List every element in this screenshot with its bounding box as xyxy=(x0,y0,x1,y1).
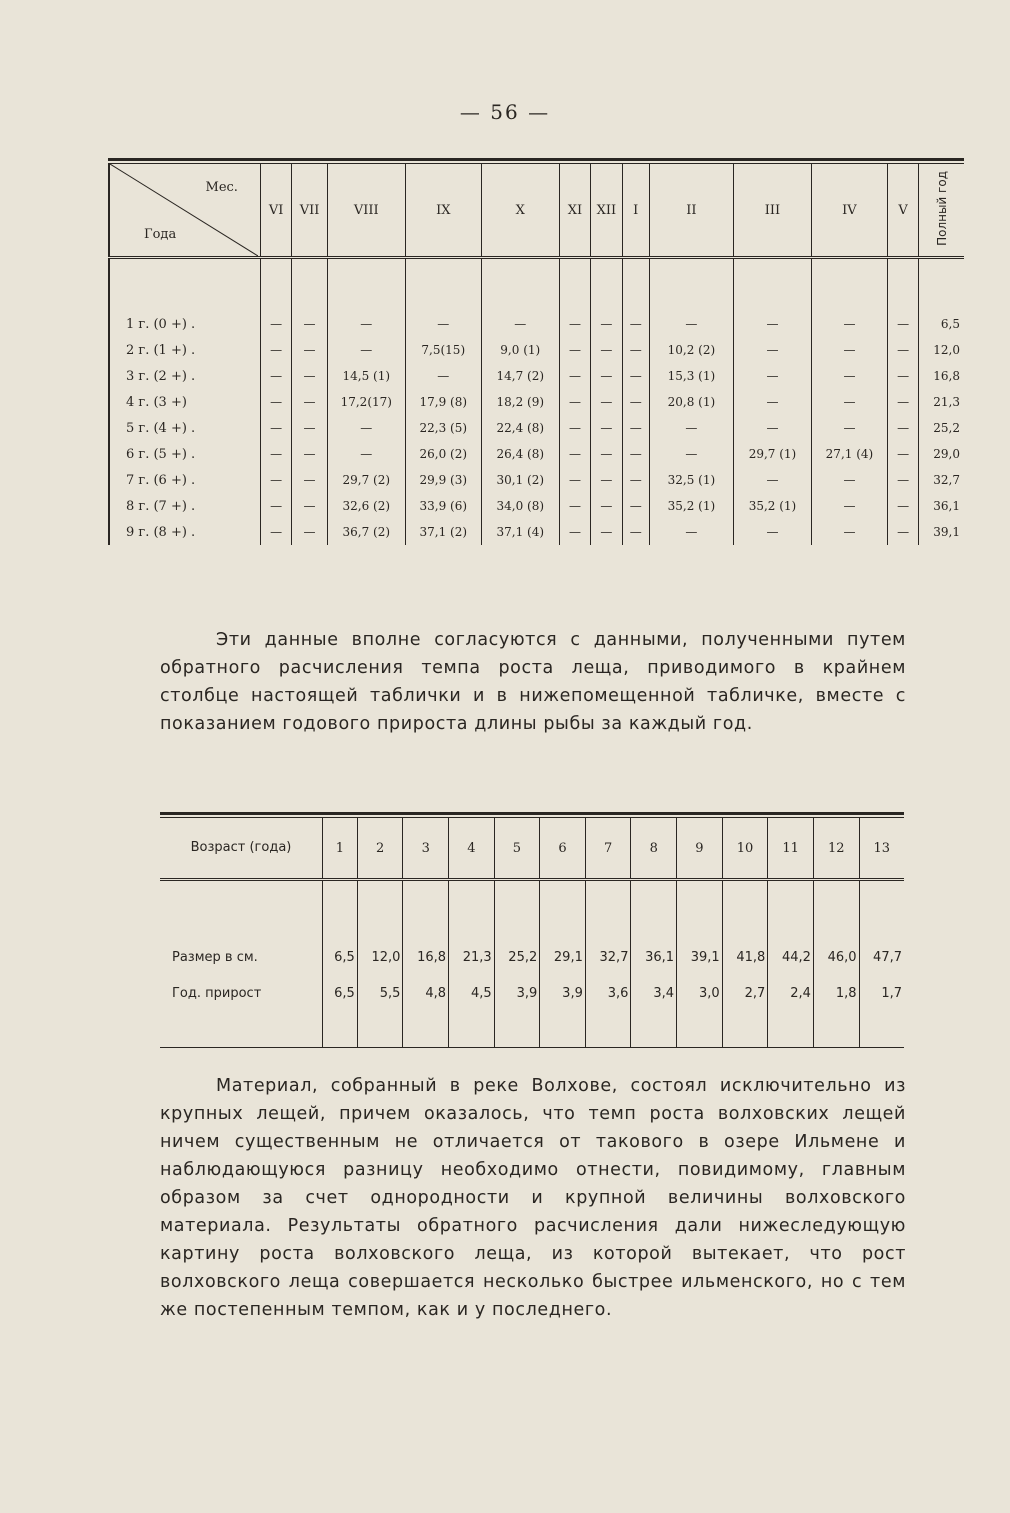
cell: — xyxy=(811,493,887,519)
cell: 36,7 (2) xyxy=(327,519,405,545)
cell: — xyxy=(649,415,733,441)
table-row xyxy=(109,519,964,545)
month-header-iii: III xyxy=(733,164,811,258)
cell: — xyxy=(733,311,811,337)
cell: 17,2(17) xyxy=(327,389,405,415)
cell: 15,3 (1) xyxy=(649,363,733,389)
cell: — xyxy=(733,389,811,415)
cell: — xyxy=(887,441,918,467)
cell: — xyxy=(292,493,327,519)
cell: — xyxy=(811,363,887,389)
table2-top-rule xyxy=(160,812,904,815)
age-header-4: 4 xyxy=(449,818,495,880)
cell: 33,9 (6) xyxy=(405,493,481,519)
cell: — xyxy=(559,415,590,441)
age-header-1: 1 xyxy=(323,818,358,880)
cell: — xyxy=(733,415,811,441)
cell: — xyxy=(260,311,291,337)
table-top-rule xyxy=(108,158,964,161)
cell: — xyxy=(260,467,291,493)
cell: — xyxy=(260,519,291,545)
paragraph-1: Эти данные вполне согласуются с данными, полученными путем обратного расчисления темпа роста леща, приводимого в крайнем столбце настоящей таблички и в нижепомещенной табличке, вместе с показанием годового прироста длины рыбы за каждый год. xyxy=(160,630,906,734)
full-year-cell: 25,2 xyxy=(919,415,964,441)
corner-months-label: Мес. xyxy=(205,180,238,195)
cell: — xyxy=(733,467,811,493)
month-header-v: V xyxy=(887,164,918,258)
cell: — xyxy=(591,415,622,441)
cell: 3,9 xyxy=(540,975,586,1011)
age-header-6: 6 xyxy=(540,818,586,880)
cell: — xyxy=(887,337,918,363)
cell: — xyxy=(622,311,649,337)
cell: 7,5(15) xyxy=(405,337,481,363)
row-label: 1 г. (0 +) . xyxy=(109,311,260,337)
cell: — xyxy=(405,363,481,389)
age-header-12: 12 xyxy=(813,818,859,880)
corner-years-label: Года xyxy=(144,227,177,242)
corner-diagonal xyxy=(110,164,258,256)
cell: 25,2 xyxy=(494,939,540,975)
month-header-ix: IX xyxy=(405,164,481,258)
cell: — xyxy=(292,441,327,467)
cell: — xyxy=(649,441,733,467)
cell: — xyxy=(622,337,649,363)
table-row xyxy=(109,389,964,415)
cell: 21,3 xyxy=(449,939,495,975)
month-header-vi: VI xyxy=(260,164,291,258)
month-header-vii: VII xyxy=(292,164,327,258)
cell: — xyxy=(622,415,649,441)
age-header: Возраст (года) xyxy=(190,840,292,855)
full-year-header xyxy=(919,164,964,258)
cell: — xyxy=(591,363,622,389)
cell: — xyxy=(591,389,622,415)
age-header-5: 5 xyxy=(494,818,540,880)
cell: 6,5 xyxy=(323,939,358,975)
paragraph-2: Материал, собранный в реке Волхове, состоял исключительно из крупных лещей, причем оказалось, что темп роста волховских лещей ничем существенным не отличается от такового в озере Ильмене и наблюдающуюся разницу необходимо отнести, повидимому, главным образом за счет однородности и крупной величины волховского материала. Результаты обратного расчисления дали нижеследующую картину роста волховского леща, из которой вытекает, что рост волховского леща совершается несколько быстрее ильменского, но с тем же постепенным темпом, как и у последнего. xyxy=(160,1076,906,1320)
cell: 37,1 (4) xyxy=(481,519,559,545)
full-year-cell: 6,5 xyxy=(919,311,964,337)
age-header-13: 13 xyxy=(859,818,904,880)
cell: — xyxy=(559,441,590,467)
cell: — xyxy=(591,519,622,545)
cell: 2,4 xyxy=(768,975,814,1011)
cell: — xyxy=(622,493,649,519)
cell: 22,3 (5) xyxy=(405,415,481,441)
row-label: Год. прирост xyxy=(172,985,262,1001)
table2-header-row xyxy=(160,818,904,880)
month-header-iv: IV xyxy=(811,164,887,258)
cell: 44,2 xyxy=(768,939,814,975)
cell: — xyxy=(591,337,622,363)
cell: 26,0 (2) xyxy=(405,441,481,467)
cell: 22,4 (8) xyxy=(481,415,559,441)
cell: 3,0 xyxy=(677,975,723,1011)
full-year-cell: 12,0 xyxy=(919,337,964,363)
age-header-7: 7 xyxy=(585,818,631,880)
cell: — xyxy=(591,467,622,493)
cell: — xyxy=(811,519,887,545)
cell: — xyxy=(481,311,559,337)
cell: — xyxy=(292,311,327,337)
growth-summary-table xyxy=(160,812,904,1048)
cell: — xyxy=(887,415,918,441)
row-label: 5 г. (4 +) . xyxy=(109,415,260,441)
table2-bottom-spacer xyxy=(160,1011,904,1047)
full-year-cell: 39,1 xyxy=(919,519,964,545)
table-row xyxy=(109,337,964,363)
cell: 1,8 xyxy=(813,975,859,1011)
cell: — xyxy=(622,363,649,389)
table-row xyxy=(109,493,964,519)
cell: 29,1 xyxy=(540,939,586,975)
row-label: 8 г. (7 +) . xyxy=(109,493,260,519)
full-year-header-label: Полный год xyxy=(934,170,949,246)
table-header-row xyxy=(109,164,964,258)
cell: — xyxy=(260,389,291,415)
row-label: 3 г. (2 +) . xyxy=(109,363,260,389)
cell: — xyxy=(292,337,327,363)
cell: 37,1 (2) xyxy=(405,519,481,545)
cell: 30,1 (2) xyxy=(481,467,559,493)
cell: 26,4 (8) xyxy=(481,441,559,467)
cell: 27,1 (4) xyxy=(811,441,887,467)
cell: — xyxy=(559,389,590,415)
cell: 32,5 (1) xyxy=(649,467,733,493)
table-row xyxy=(109,363,964,389)
cell: — xyxy=(887,389,918,415)
cell: 34,0 (8) xyxy=(481,493,559,519)
cell: — xyxy=(405,311,481,337)
cell: — xyxy=(622,467,649,493)
cell: 12,0 xyxy=(357,939,403,975)
cell: — xyxy=(887,363,918,389)
cell: — xyxy=(887,493,918,519)
table2-bottom-rule xyxy=(160,1047,904,1048)
row-label: 6 г. (5 +) . xyxy=(109,441,260,467)
table-row xyxy=(109,467,964,493)
table-row xyxy=(109,311,964,337)
cell: 1,7 xyxy=(859,975,904,1011)
cell: 6,5 xyxy=(323,975,358,1011)
cell: — xyxy=(887,467,918,493)
cell: 3,6 xyxy=(585,975,631,1011)
age-header-11: 11 xyxy=(768,818,814,880)
table-row xyxy=(160,939,904,975)
growth-by-month-table xyxy=(108,158,964,545)
cell: 39,1 xyxy=(677,939,723,975)
cell: 4,8 xyxy=(403,975,449,1011)
full-year-cell: 21,3 xyxy=(919,389,964,415)
cell: 36,1 xyxy=(631,939,677,975)
cell: — xyxy=(733,337,811,363)
cell: — xyxy=(292,415,327,441)
page-number: — 56 — xyxy=(459,100,551,124)
cell: 35,2 (1) xyxy=(733,493,811,519)
month-header-ii: II xyxy=(649,164,733,258)
cell: — xyxy=(811,311,887,337)
month-header-x: X xyxy=(481,164,559,258)
month-header-xii: XII xyxy=(591,164,622,258)
cell: — xyxy=(559,519,590,545)
cell: — xyxy=(327,415,405,441)
row-label: 9 г. (8 +) . xyxy=(109,519,260,545)
cell: — xyxy=(622,519,649,545)
full-year-cell: 29,0 xyxy=(919,441,964,467)
month-header-xi: XI xyxy=(559,164,590,258)
cell: 29,7 (2) xyxy=(327,467,405,493)
age-header-9: 9 xyxy=(677,818,723,880)
cell: — xyxy=(649,311,733,337)
age-header-8: 8 xyxy=(631,818,677,880)
month-header-i: I xyxy=(622,164,649,258)
cell: 4,5 xyxy=(449,975,495,1011)
cell: — xyxy=(887,311,918,337)
cell: — xyxy=(649,519,733,545)
cell: — xyxy=(260,363,291,389)
cell: 14,5 (1) xyxy=(327,363,405,389)
cell: 29,7 (1) xyxy=(733,441,811,467)
row-label: 7 г. (6 +) . xyxy=(109,467,260,493)
cell: — xyxy=(811,389,887,415)
cell: 5,5 xyxy=(357,975,403,1011)
cell: 3,9 xyxy=(494,975,540,1011)
cell: 20,8 (1) xyxy=(649,389,733,415)
table-row xyxy=(109,415,964,441)
cell: — xyxy=(811,337,887,363)
age-header-3: 3 xyxy=(403,818,449,880)
row-label: 4 г. (3 +) xyxy=(109,389,260,415)
cell: 14,7 (2) xyxy=(481,363,559,389)
cell: — xyxy=(327,311,405,337)
cell: — xyxy=(622,389,649,415)
cell: — xyxy=(260,493,291,519)
cell: — xyxy=(559,311,590,337)
cell: 10,2 (2) xyxy=(649,337,733,363)
table-spacer-row xyxy=(109,258,964,312)
cell: — xyxy=(559,467,590,493)
cell: 29,9 (3) xyxy=(405,467,481,493)
cell: 32,6 (2) xyxy=(327,493,405,519)
cell: 47,7 xyxy=(859,939,904,975)
age-header-10: 10 xyxy=(722,818,768,880)
full-year-cell: 36,1 xyxy=(919,493,964,519)
cell: 41,8 xyxy=(722,939,768,975)
row-label: Размер в см. xyxy=(172,949,258,965)
cell: — xyxy=(260,415,291,441)
month-header-viii: VIII xyxy=(327,164,405,258)
cell: 3,4 xyxy=(631,975,677,1011)
cell: — xyxy=(811,415,887,441)
cell: — xyxy=(327,337,405,363)
cell: — xyxy=(260,337,291,363)
cell: 9,0 (1) xyxy=(481,337,559,363)
cell: — xyxy=(260,441,291,467)
table2-spacer-row xyxy=(160,880,904,940)
corner-header-cell xyxy=(109,164,260,258)
table-row xyxy=(160,975,904,1011)
cell: — xyxy=(292,519,327,545)
row-label: 2 г. (1 +) . xyxy=(109,337,260,363)
cell: — xyxy=(292,363,327,389)
cell: 16,8 xyxy=(403,939,449,975)
table-row xyxy=(109,441,964,467)
cell: 2,7 xyxy=(722,975,768,1011)
cell: 17,9 (8) xyxy=(405,389,481,415)
cell: — xyxy=(327,441,405,467)
cell: — xyxy=(591,441,622,467)
cell: 35,2 (1) xyxy=(649,493,733,519)
full-year-cell: 32,7 xyxy=(919,467,964,493)
cell: — xyxy=(559,337,590,363)
cell: — xyxy=(591,493,622,519)
cell: — xyxy=(559,493,590,519)
cell: — xyxy=(622,441,649,467)
cell: — xyxy=(292,389,327,415)
cell: — xyxy=(733,519,811,545)
cell: — xyxy=(559,363,590,389)
cell: 46,0 xyxy=(813,939,859,975)
cell: — xyxy=(811,467,887,493)
full-year-cell: 16,8 xyxy=(919,363,964,389)
cell: — xyxy=(887,519,918,545)
cell: — xyxy=(292,467,327,493)
age-header-2: 2 xyxy=(357,818,403,880)
cell: 18,2 (9) xyxy=(481,389,559,415)
cell: — xyxy=(591,311,622,337)
cell: — xyxy=(733,363,811,389)
cell: 32,7 xyxy=(585,939,631,975)
